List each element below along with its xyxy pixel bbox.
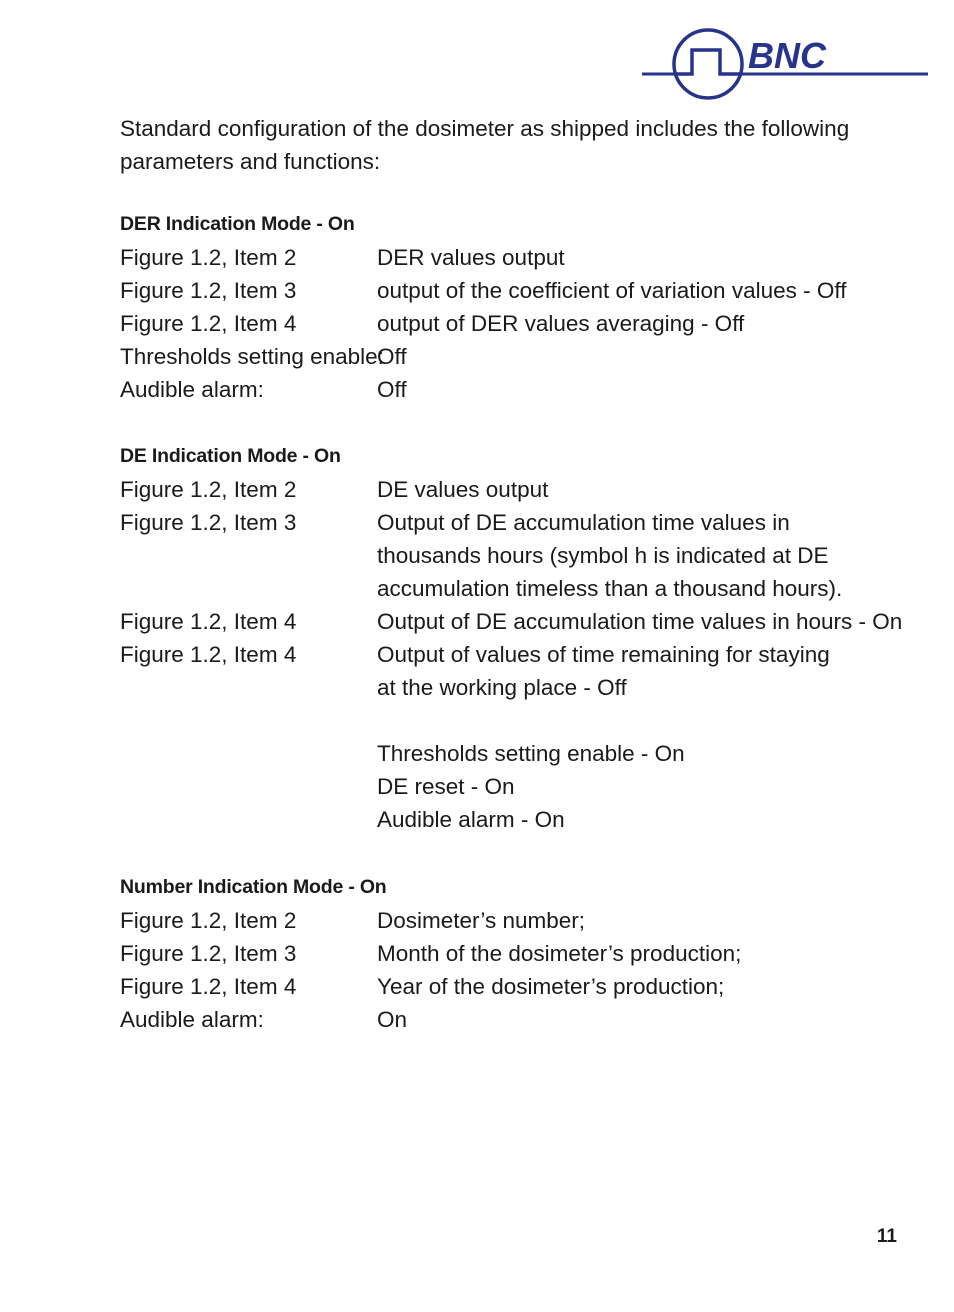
- de-extra-row: [120, 737, 920, 770]
- row-value: [377, 506, 920, 605]
- der-row: [120, 340, 920, 373]
- row-label: Figure 1.2, Item 4: [120, 974, 297, 999]
- number-heading: Number Indication Mode - On: [120, 876, 387, 898]
- row-label: Audible alarm:: [120, 377, 264, 402]
- row-value: Off: [377, 377, 407, 402]
- row-value: DE reset - On: [377, 774, 515, 799]
- row-value: DE values output: [377, 477, 549, 502]
- row-label: Audible alarm:: [120, 1007, 264, 1032]
- row-value-line: Output of values of time remaining for staying: [377, 642, 830, 667]
- row-value: Thresholds setting enable - On: [377, 741, 685, 766]
- page-number: 11: [876, 1226, 897, 1247]
- row-value: Off: [377, 344, 407, 369]
- row-value: Dosimeter’s number;: [377, 908, 585, 933]
- de-row: [120, 506, 920, 605]
- row-value: [377, 638, 920, 704]
- row-value: On: [377, 1007, 408, 1032]
- row-value-line: at the working place - Off: [377, 675, 627, 700]
- number-row: [120, 937, 920, 970]
- de-row: [120, 638, 920, 704]
- der-section: [120, 208, 920, 406]
- de-row: [120, 473, 920, 506]
- row-label: Figure 1.2, Item 4: [120, 609, 297, 634]
- row-label: Figure 1.2, Item 2: [120, 477, 297, 502]
- row-label: Figure 1.2, Item 4: [120, 311, 297, 336]
- row-value-line: thousands hours (symbol h is indicated at DE: [377, 543, 829, 568]
- row-value: Audible alarm - On: [377, 807, 565, 832]
- row-value-line: Output of DE accumulation time values in: [377, 510, 790, 535]
- row-value: DER values output: [377, 245, 565, 270]
- spacer: [120, 704, 920, 737]
- row-value: Year of the dosimeter’s production;: [377, 974, 725, 999]
- number-row: [120, 1003, 920, 1036]
- row-label-empty: [120, 803, 377, 836]
- number-row: [120, 904, 920, 937]
- row-label: Figure 1.2, Item 3: [120, 278, 297, 303]
- row-label: Figure 1.2, Item 2: [120, 245, 297, 270]
- row-label: Figure 1.2, Item 3: [120, 941, 297, 966]
- de-heading: DE Indication Mode - On: [120, 445, 341, 467]
- row-value: Output of DE accumulation time values in hours - On: [377, 609, 903, 634]
- der-row: [120, 373, 920, 406]
- number-row: [120, 970, 920, 1003]
- row-value: Month of the dosimeter’s production;: [377, 941, 742, 966]
- row-label: Figure 1.2, Item 3: [120, 510, 297, 535]
- bnc-logo: [640, 26, 930, 106]
- row-value: output of DER values averaging - Off: [377, 311, 745, 336]
- de-row: [120, 605, 920, 638]
- row-label-empty: [120, 737, 377, 770]
- row-label: Figure 1.2, Item 4: [120, 642, 297, 667]
- de-extra-row: [120, 803, 920, 836]
- der-row: [120, 274, 920, 307]
- row-label: Figure 1.2, Item 2: [120, 908, 297, 933]
- row-label: Thresholds setting enable:: [120, 344, 384, 369]
- de-extra-row: [120, 770, 920, 803]
- row-value: output of the coefficient of variation values - Off: [377, 278, 847, 303]
- row-label-empty: [120, 770, 377, 803]
- der-row: [120, 241, 920, 274]
- logo-text: BNC: [748, 35, 826, 76]
- intro-paragraph: Standard configuration of the dosimeter as shipped includes the following parameters and functions:: [120, 116, 850, 174]
- row-value-line: accumulation timeless than a thousand hours).: [377, 576, 843, 601]
- der-row: [120, 307, 920, 340]
- de-section: [120, 440, 920, 836]
- number-section: [120, 871, 920, 1036]
- der-heading: DER Indication Mode - On: [120, 213, 355, 235]
